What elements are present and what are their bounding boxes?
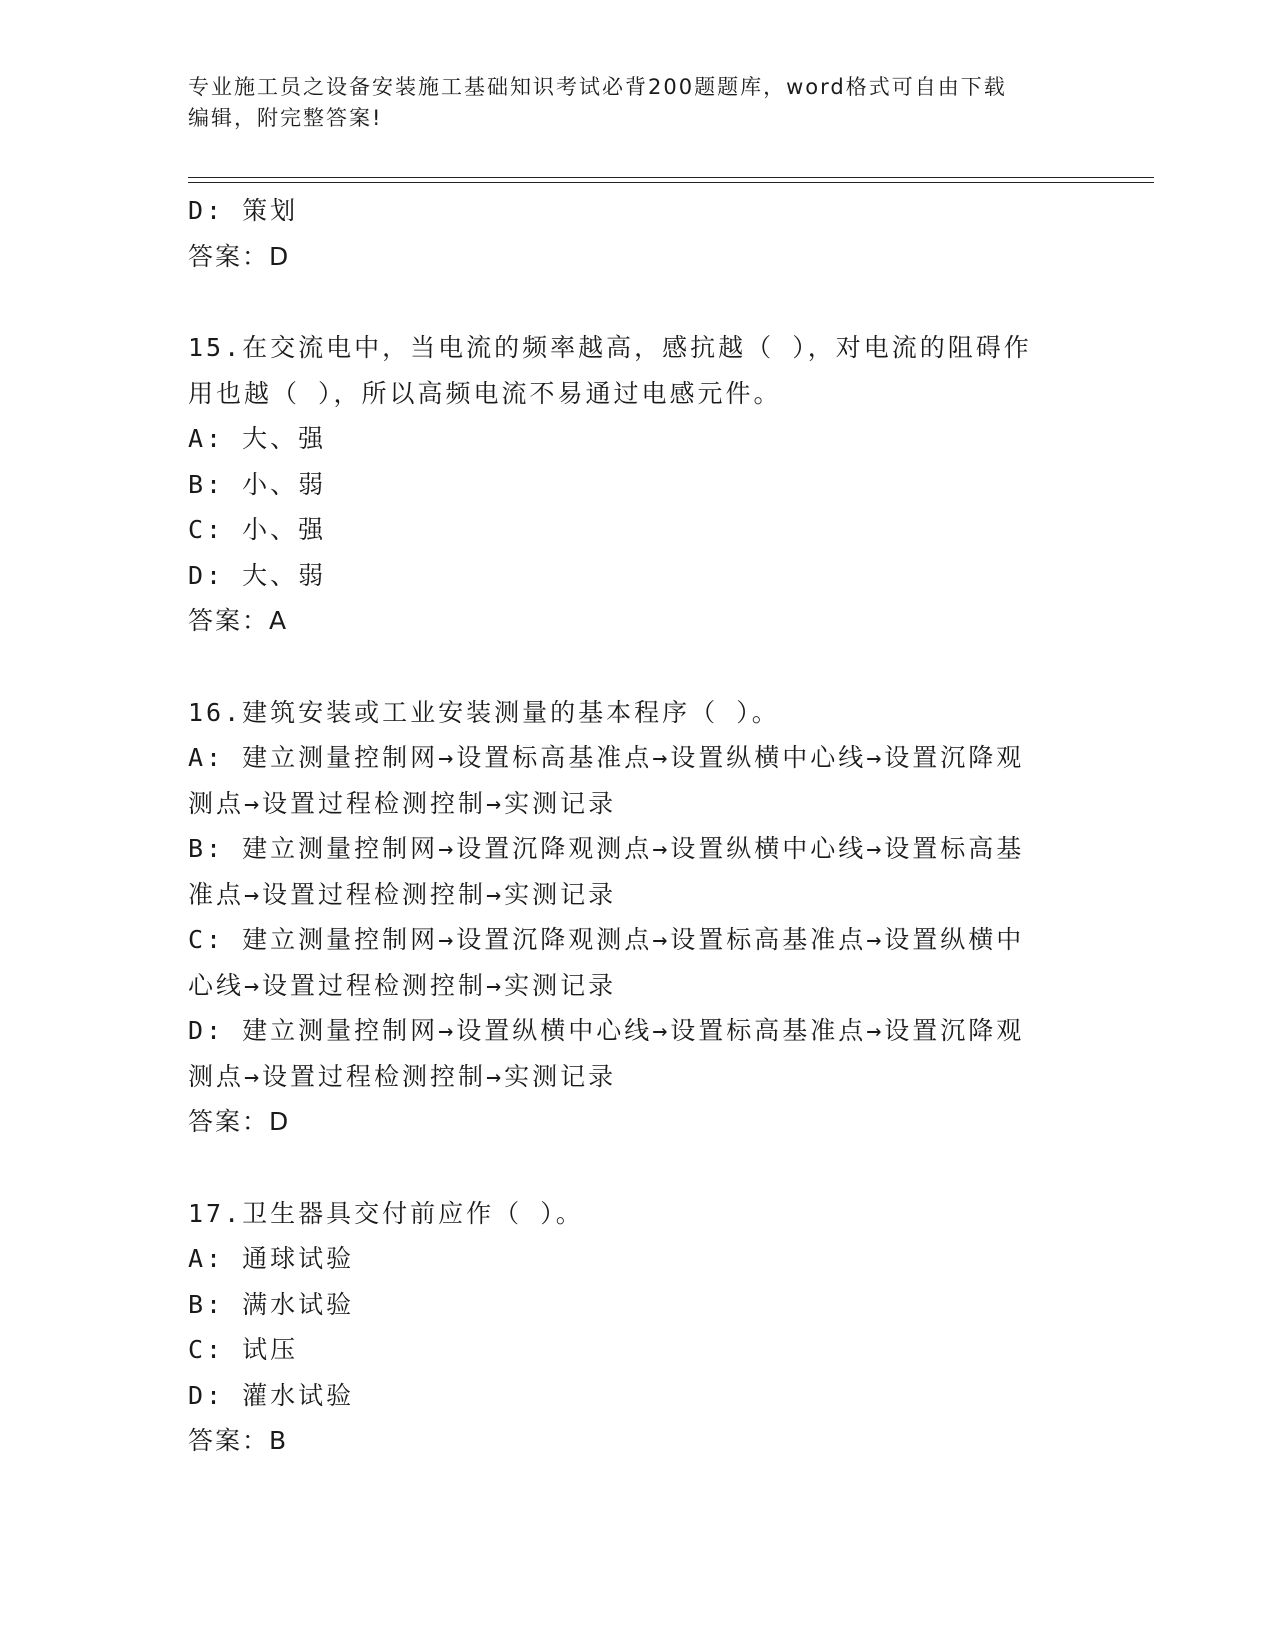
q14-answer: 答案：D [188,241,291,271]
q16-option-d-line-2: 测点→设置过程检测控制→实测记录 [188,1061,617,1091]
q16-option-b-line-1: B: 建立测量控制网→设置沉降观测点→设置纵横中心线→设置标高基 [188,834,1025,863]
q16-option-c-line-1: C: 建立测量控制网→设置沉降观测点→设置标高基准点→设置纵横中 [188,925,1025,954]
q17-option-a: A: 通球试验 [188,1244,355,1273]
header-rule-top [188,177,1154,178]
q17-answer: 答案：B [188,1426,289,1455]
q15-stem-line-2: 用也越（ ），所以高频电流不易通过电感元件。 [188,378,782,408]
q15-option-c: C: 小、强 [188,515,327,544]
header-line-1: 专业施工员之设备安装施工基础知识考试必背200题题库，word格式可自由下载 [188,75,1007,99]
q17-stem: 17.卫生器具交付前应作（ ）。 [188,1198,584,1228]
q17-option-c: C: 试压 [188,1335,299,1364]
q16-option-b-line-2: 准点→设置过程检测控制→实测记录 [188,879,617,909]
q15-answer: 答案：A [188,606,289,635]
q15-option-a: A: 大、强 [188,424,327,453]
q16-stem: 16.建筑安装或工业安装测量的基本程序（ ）。 [188,697,780,727]
q16-option-c-line-2: 心线→设置过程检测控制→实测记录 [188,970,617,1000]
q15-stem-line-1: 15.在交流电中，当电流的频率越高，感抗越（ ），对电流的阻碍作 [188,333,1032,362]
document-body [188,188,1088,1464]
q17-option-b: B: 满水试验 [188,1289,355,1319]
spacer [188,279,1088,325]
q15-option-b: B: 小、弱 [188,469,327,499]
q17-option-d: D: 灌水试验 [188,1380,355,1410]
q16-option-a-line-2: 测点→设置过程检测控制→实测记录 [188,788,617,818]
document-header [188,72,1088,134]
spacer [188,644,1088,690]
spacer [188,1145,1088,1191]
q16-option-a-line-1: A: 建立测量控制网→设置标高基准点→设置纵横中心线→设置沉降观 [188,743,1025,772]
header-line-2: 编辑，附完整答案! [188,106,383,130]
q15-option-d: D: 大、弱 [188,560,327,590]
q14-option-d: D: 策划 [188,196,299,225]
q16-option-d-line-1: D: 建立测量控制网→设置纵横中心线→设置标高基准点→设置沉降观 [188,1016,1025,1045]
q16-answer: 答案：D [188,1107,291,1136]
header-rule-bottom [188,182,1154,183]
